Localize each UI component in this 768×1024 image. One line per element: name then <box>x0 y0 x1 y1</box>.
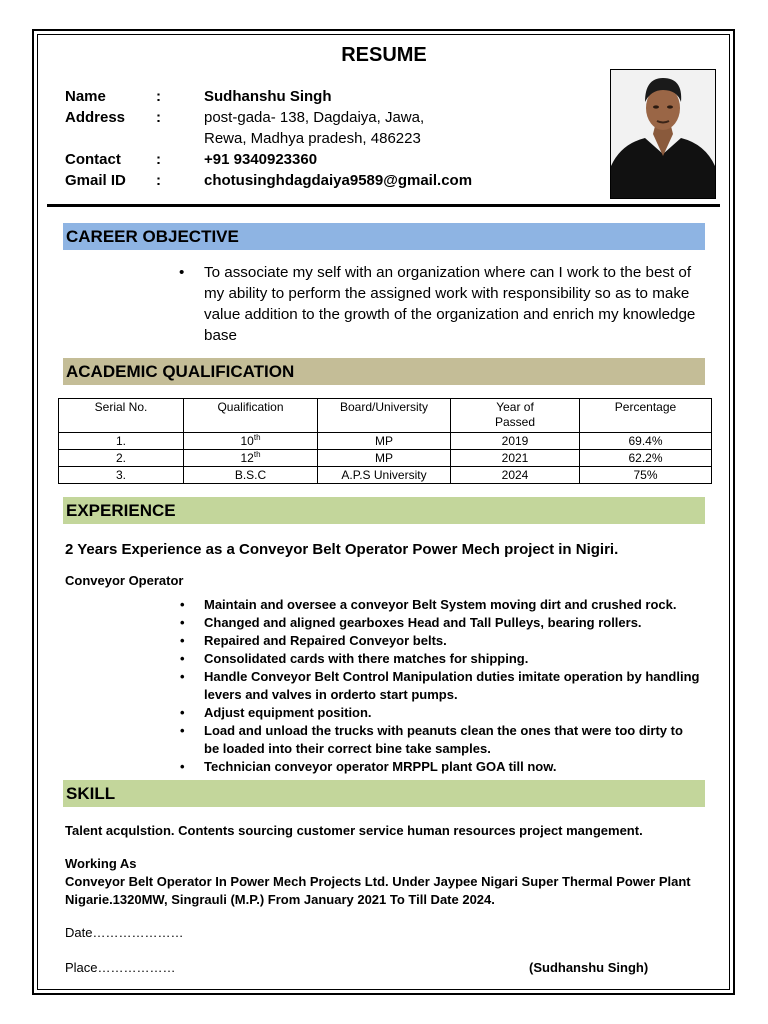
gmail-value: chotusinghdagdaiya9589@gmail.com <box>204 172 473 189</box>
place-field: Place……………… <box>65 960 176 975</box>
resume-title: RESUME <box>341 44 427 66</box>
table-row <box>59 433 712 450</box>
bullet-icon: • <box>180 669 185 684</box>
gmail-colon: : <box>156 172 161 189</box>
experience-duties <box>180 596 700 776</box>
table-cell: 2021 <box>451 450 580 467</box>
academic-heading: ACADEMIC QUALIFICATION <box>63 358 705 385</box>
address-label: Address <box>65 109 126 126</box>
signature-name: (Sudhanshu Singh) <box>529 960 649 975</box>
address-line1: post-gada- 138, Dagdaiya, Jawa, <box>204 109 425 126</box>
experience-summary: 2 Years Experience as a Conveyor Belt Operator Power Mech project in Nigiri. <box>65 541 619 558</box>
contact-colon: : <box>156 151 161 168</box>
bullet-icon: • <box>180 705 185 720</box>
experience-role: Conveyor Operator <box>65 573 184 588</box>
table-cell: 2019 <box>451 433 580 450</box>
list-item: • Handle Conveyor Belt Control Manipulation duties imitate operation by handling levers and valves in orderto start pumps. <box>180 669 700 702</box>
address-line2: Rewa, Madhya pradesh, 486223 <box>204 130 421 147</box>
table-cell: 69.4% <box>580 433 712 450</box>
table-cell: B.S.C <box>184 467 318 484</box>
bullet-icon: • <box>180 597 185 612</box>
contact-label: Contact <box>65 151 121 168</box>
table-cell: A.P.S University <box>318 467 451 484</box>
table-cell: 10th <box>184 433 318 450</box>
address-colon: : <box>156 109 161 126</box>
contact-value: +91 9340923360 <box>204 151 318 168</box>
list-item: • Repaired and Repaired Conveyor belts. <box>180 633 447 648</box>
date-field: Date………………… <box>65 925 184 940</box>
table-cell: 62.2% <box>580 450 712 467</box>
name-value: Sudhanshu Singh <box>204 88 332 105</box>
table-cell: MP <box>318 450 451 467</box>
gmail-label: Gmail ID <box>65 172 126 189</box>
table-row <box>59 450 712 467</box>
table-cell: 75% <box>580 467 712 484</box>
table-cell: 3. <box>59 467 184 484</box>
table-cell: 2024 <box>451 467 580 484</box>
experience-heading: EXPERIENCE <box>63 497 705 524</box>
list-item: • Consolidated cards with there matches for shipping. <box>180 651 529 666</box>
bullet-icon: • <box>180 723 185 738</box>
col-header: Percentage <box>580 399 712 433</box>
bullet-icon: • <box>180 633 185 648</box>
col-header: Board/University <box>318 399 451 433</box>
bullet-icon: • <box>179 264 185 281</box>
profile-photo <box>610 69 716 199</box>
working-label: Working As <box>65 856 137 871</box>
skill-heading: SKILL <box>63 780 705 807</box>
col-header: Serial No. <box>59 399 184 433</box>
list-item: • Load and unload the trucks with peanuts clean the ones that were too dirty to be loaded into their correct bine take samples. <box>180 723 683 756</box>
working-text: Conveyor Belt Operator In Power Mech Projects Ltd. Under Jaypee Nigari Super Thermal Power Plant Nigarie.1320MW, Singrauli (M.P.) From January 2021 To Till Date 2024. <box>65 874 691 907</box>
career-objective-text: To associate my self with an organization where can I work to the best of my ability to perform the assigned work with responsibility so as to make value addition to the growth of the organization and enrich my knowledge base <box>204 264 696 344</box>
name-colon: : <box>156 88 161 105</box>
career-objective-heading: CAREER OBJECTIVE <box>63 223 705 250</box>
skill-text: Talent acqulstion. Contents sourcing customer service human resources project mangement. <box>65 823 643 838</box>
table-cell: 2. <box>59 450 184 467</box>
bullet-icon: • <box>180 615 185 630</box>
list-item: • Maintain and oversee a conveyor Belt System moving dirt and crushed rock. <box>180 597 677 612</box>
list-item: • Technician conveyor operator MRPPL plant GOA till now. <box>180 759 557 774</box>
name-label: Name <box>65 88 106 105</box>
table-cell: MP <box>318 433 451 450</box>
list-item: • Changed and aligned gearboxes Head and Tall Pulleys, bearing rollers. <box>180 615 642 630</box>
table-row <box>59 467 712 484</box>
header-divider <box>47 204 720 207</box>
col-header: Qualification <box>184 399 318 433</box>
table-header-row <box>59 399 712 433</box>
bullet-icon: • <box>180 759 185 774</box>
table-cell: 1. <box>59 433 184 450</box>
list-item: • Adjust equipment position. <box>180 705 372 720</box>
academic-table <box>58 398 712 484</box>
table-cell: 12th <box>184 450 318 467</box>
bullet-icon: • <box>180 651 185 666</box>
col-header: Year of Passed <box>451 399 580 433</box>
